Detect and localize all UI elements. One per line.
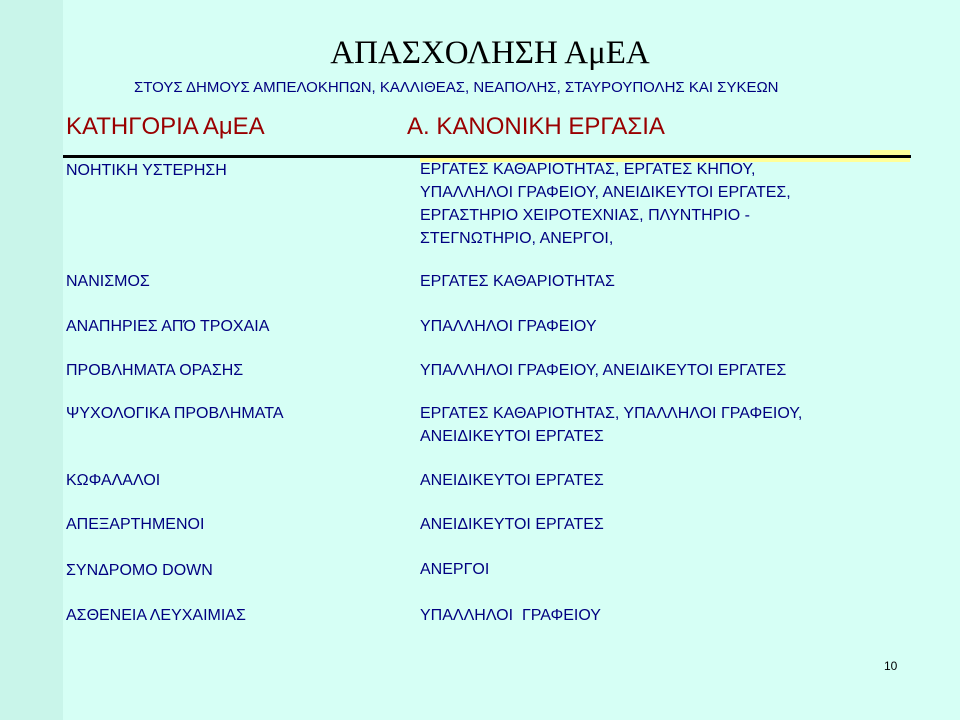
slide-title: ΑΠΑΣΧΟΛΗΣΗ ΑμΕΑ — [330, 35, 650, 71]
category-label: ΠΡΟΒΛΗΜΑΤΑ ΟΡΑΣΗΣ — [66, 362, 244, 379]
page-number: 10 — [884, 659, 898, 673]
employment-text — [420, 469, 920, 492]
employment-line: ΕΡΓΑΤΕΣ ΚΑΘΑΡΙΟΤΗΤΑΣ, ΥΠΑΛΛΗΛΟΙ ΓΡΑΦΕΙΟΥ, — [420, 405, 803, 422]
employment-text — [420, 402, 920, 448]
employment-line: ΑΝΕΙΔΙΚΕΥΤΟΙ ΕΡΓΑΤΕΣ — [420, 428, 604, 445]
category-label: ΚΩΦΑΛΑΛΟΙ — [66, 472, 161, 489]
employment-line: ΥΠΑΛΛΗΛΟΙ ΓΡΑΦΕΙΟΥ, ΑΝΕΙΔΙΚΕΥΤΟΙ ΕΡΓΑΤΕΣ, — [420, 184, 791, 201]
employment-text — [420, 158, 920, 250]
employment-line: ΕΡΓΑΤΕΣ ΚΑΘΑΡΙΟΤΗΤΑΣ, ΕΡΓΑΤΕΣ ΚΗΠΟΥ, — [420, 161, 756, 178]
employment-line: ΕΡΓΑΤΕΣ ΚΑΘΑΡΙΟΤΗΤΑΣ — [420, 273, 615, 290]
employment-line: ΥΠΑΛΛΗΛΟΙ ΓΡΑΦΕΙΟΥ, ΑΝΕΙΔΙΚΕΥΤΟΙ ΕΡΓΑΤΕΣ — [420, 362, 787, 379]
slide-subtitle: ΣΤΟΥΣ ΔΗΜΟΥΣ ΑΜΠΕΛΟΚΗΠΩΝ, ΚΑΛΛΙΘΕΑΣ, ΝΕΑΠΟΛΗΣ, ΣΤΑΥΡΟΥΠΟΛΗΣ ΚΑΙ ΣΥΚΕΩΝ — [134, 79, 779, 96]
employment-line: ΑΝΕΡΓΟΙ — [420, 561, 490, 578]
category-column-header: ΚΑΤΗΓΟΡΙΑ ΑμΕΑ — [66, 113, 265, 140]
employment-text — [420, 270, 920, 293]
employment-line: ΕΡΓΑΣΤΗΡΙΟ ΧΕΙΡΟΤΕΧΝΙΑΣ, ΠΛΥΝΤΗΡΙΟ - — [420, 207, 751, 224]
category-label: ΑΠΕΞΑΡΤΗΜΕΝΟΙ — [66, 516, 205, 533]
employment-text — [420, 359, 920, 382]
category-label: ΝΟΗΤΙΚΗ ΥΣΤΕΡΗΣΗ — [66, 162, 227, 179]
category-label: ΣΥΝΔΡΟΜΟ DOWN — [66, 562, 213, 579]
employment-line: ΥΠΑΛΛΗΛΟΙ ΓΡΑΦΕΙΟΥ — [420, 607, 601, 624]
employment-line: ΣΤΕΓΝΩΤΗΡΙΟ, ΑΝΕΡΓΟΙ, — [420, 230, 614, 247]
category-label: ΑΝΑΠΗΡΙΕΣ ΑΠΌ ΤΡΟΧΑΙΑ — [66, 318, 270, 335]
employment-text — [420, 315, 920, 338]
employment-line: ΑΝΕΙΔΙΚΕΥΤΟΙ ΕΡΓΑΤΕΣ — [420, 516, 604, 533]
employment-line: ΥΠΑΛΛΗΛΟΙ ΓΡΑΦΕΙΟΥ — [420, 318, 597, 335]
employment-line: ΑΝΕΙΔΙΚΕΥΤΟΙ ΕΡΓΑΤΕΣ — [420, 472, 604, 489]
category-label: ΨΥΧΟΛΟΓΙΚΑ ΠΡΟΒΛΗΜΑΤΑ — [66, 405, 284, 422]
employment-text — [420, 513, 920, 536]
category-label: ΑΣΘΕΝΕΙΑ ΛΕΥΧΑΙΜΙΑΣ — [66, 607, 246, 624]
employment-column-header: Α. ΚΑΝΟΝΙΚΗ ΕΡΓΑΣΙΑ — [407, 113, 665, 140]
category-label: ΝΑΝΙΣΜΟΣ — [66, 273, 150, 290]
employment-text — [420, 604, 920, 627]
employment-text — [420, 558, 920, 581]
